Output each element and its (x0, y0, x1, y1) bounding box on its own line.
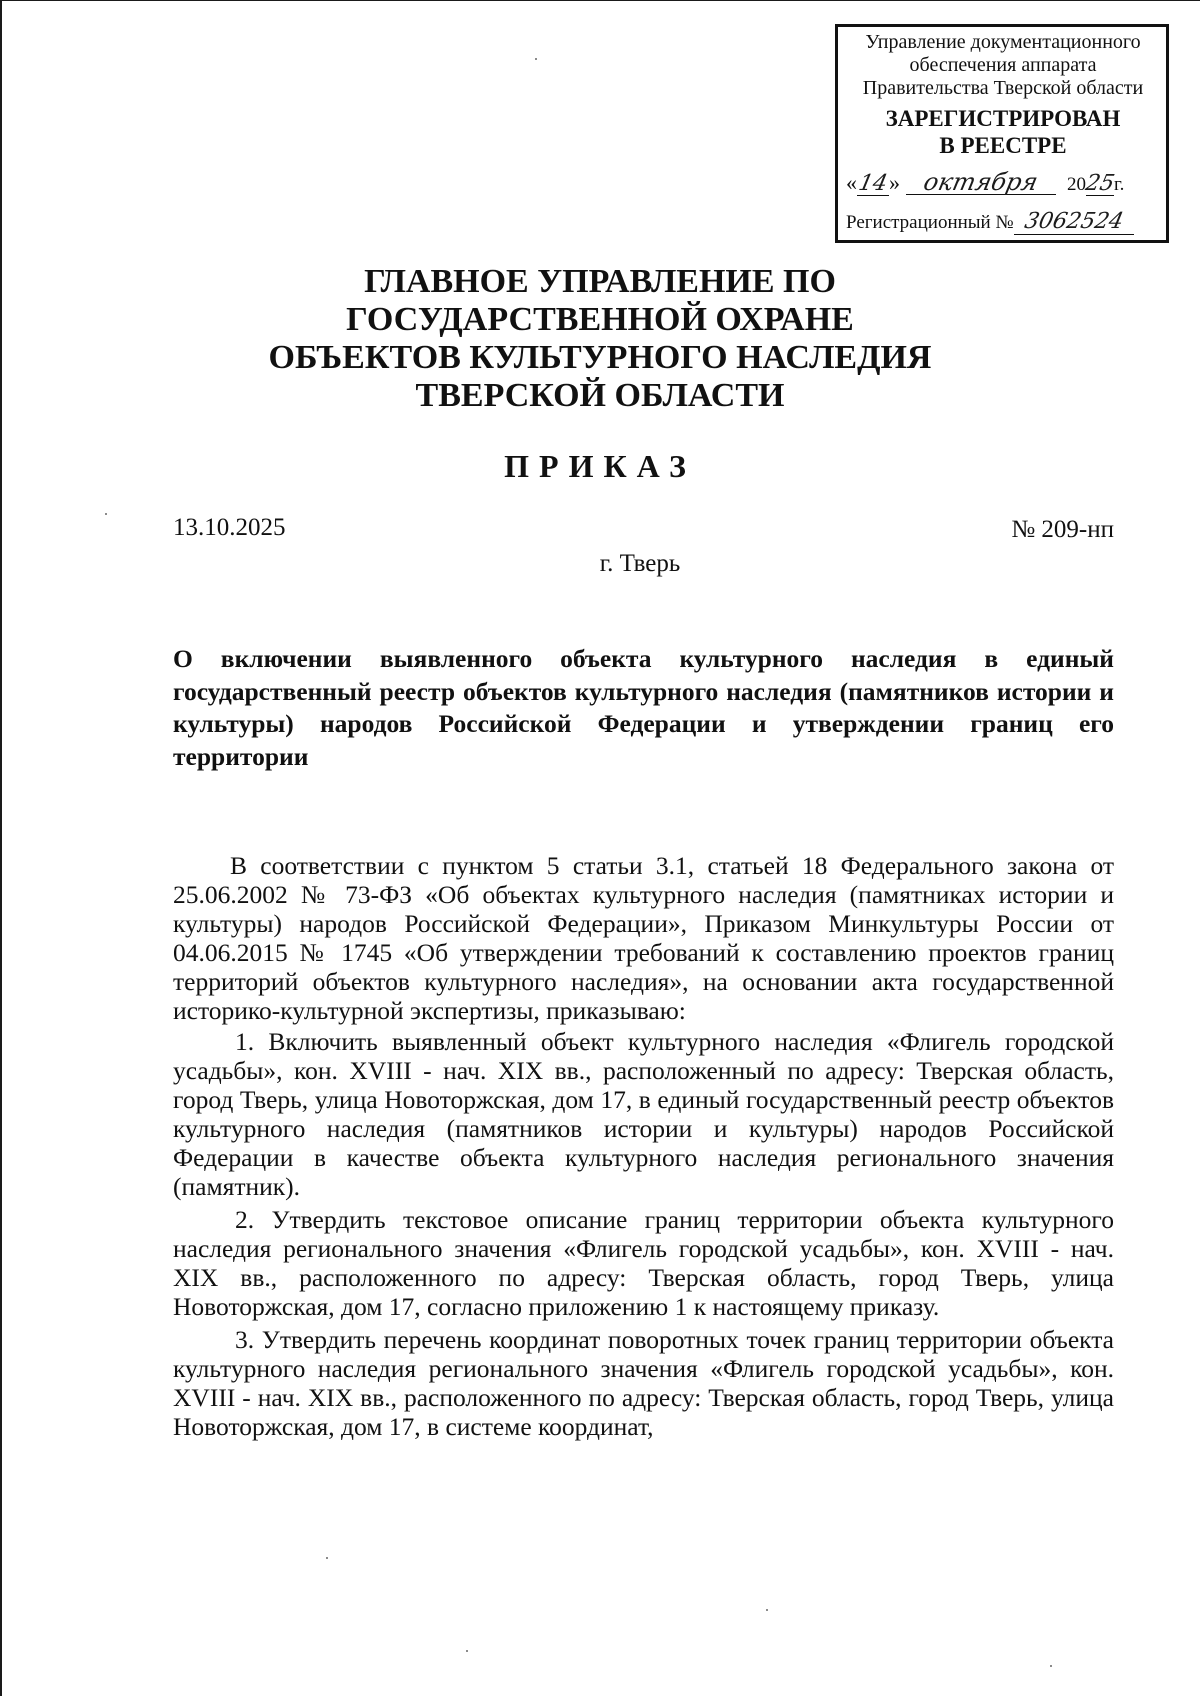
document-type: ПРИКАЗ (504, 448, 696, 484)
scan-speck (535, 58, 537, 60)
document-date: 13.10.2025 (173, 514, 286, 541)
stamp-reg-label: Регистрационный № (846, 212, 1014, 233)
document-city: г. Тверь (599, 550, 681, 577)
org-line-2: ГОСУДАРСТВЕННОЙ ОХРАНЕ (346, 301, 854, 338)
organization-heading (150, 263, 1050, 415)
stamp-date-close-quote: » (889, 170, 900, 195)
org-line-4: ТВЕРСКОЙ ОБЛАСТИ (415, 377, 785, 414)
stamp-date-year-suffix: 25 (1083, 171, 1117, 196)
order-item-1: 1. Включить выявленный объект культурного наследия «Флигель городской усадьбы», кон. XVIII - нач. XIX вв., расположенный по адресу: Тверская область, город Тверь, улица Новоторжская, дом 17, в единый государственный реестр объектов культурного наследия (памятников истории и культуры) народов Российской Федерации в качестве объекта культурного наследия регионального значения (памятник). (173, 1027, 1114, 1201)
stamp-date-day: 14 (856, 171, 890, 196)
scan-speck (1050, 1665, 1052, 1667)
stamp-org-line-1: Управление документационного (865, 31, 1141, 53)
order-item-3: 3. Утвердить перечень координат поворотных точек границ территории объекта культурного наследия регионального значения «Флигель городской усадьбы», кон. XVIII - нач. XIX вв., расположенного по адресу: Тверская область, город Тверь, улица Новоторжская, дом 17, в системе координат, (173, 1325, 1114, 1441)
preamble-paragraph: В соответствии с пунктом 5 статьи 3.1, статьей 18 Федерального закона от 25.06.2002 № 73-ФЗ «Об объектах культурного наследия (памятниках истории и культуры) народов Российской Федерации», Приказом Минкультуры России от 04.06.2015 № 1745 «Об утверждении требований к составлению проектов границ территорий объектов культурного наследия», на основании акта государственной историко-культурной экспертизы, приказываю: (173, 851, 1114, 1025)
stamp-date-open-quote: « (846, 170, 857, 195)
scan-speck (466, 1650, 468, 1652)
scan-speck (326, 1557, 328, 1559)
stamp-date-year-unit: г. (1114, 174, 1125, 195)
registration-stamp (835, 24, 1169, 243)
order-item-2: 2. Утвердить текстовое описание границ территории объекта культурного наследия регионального значения «Флигель городской усадьбы», кон. XVIII - нач. XIX вв., расположенного по адресу: Тверская область, город Тверь, улица Новоторжская, дом 17, согласно приложению 1 к настоящему приказу. (173, 1205, 1114, 1321)
org-line-3: ОБЪЕКТОВ КУЛЬТУРНОГО НАСЛЕДИЯ (268, 339, 932, 376)
document-number: № 209-нп (1011, 516, 1114, 543)
stamp-title-line-2: В РЕЕСТРЕ (939, 133, 1067, 158)
stamp-date-month: октября (920, 168, 1041, 196)
stamp-title-line-1: ЗАРЕГИСТРИРОВАН (885, 106, 1121, 131)
stamp-date-year-prefix: 20 (1067, 174, 1086, 195)
scan-speck (105, 513, 107, 515)
stamp-date (846, 168, 1160, 196)
stamp-reg-number: 3062524 (1021, 209, 1126, 234)
org-line-1: ГЛАВНОЕ УПРАВЛЕНИЕ ПО (364, 263, 836, 300)
stamp-org-line-3: Правительства Тверской области (862, 77, 1144, 99)
scan-speck (766, 1609, 768, 1611)
stamp-registration (846, 210, 1160, 235)
stamp-org-line-2: обеспечения аппарата (909, 54, 1097, 76)
document-body (173, 851, 1114, 1441)
document-subject: О включении выявленного объекта культурного наследия в единый государственный реестр объектов культурного наследия (памятников истории и культуры) народов Российской Федерации и утверждении границ его территории (173, 644, 1114, 771)
